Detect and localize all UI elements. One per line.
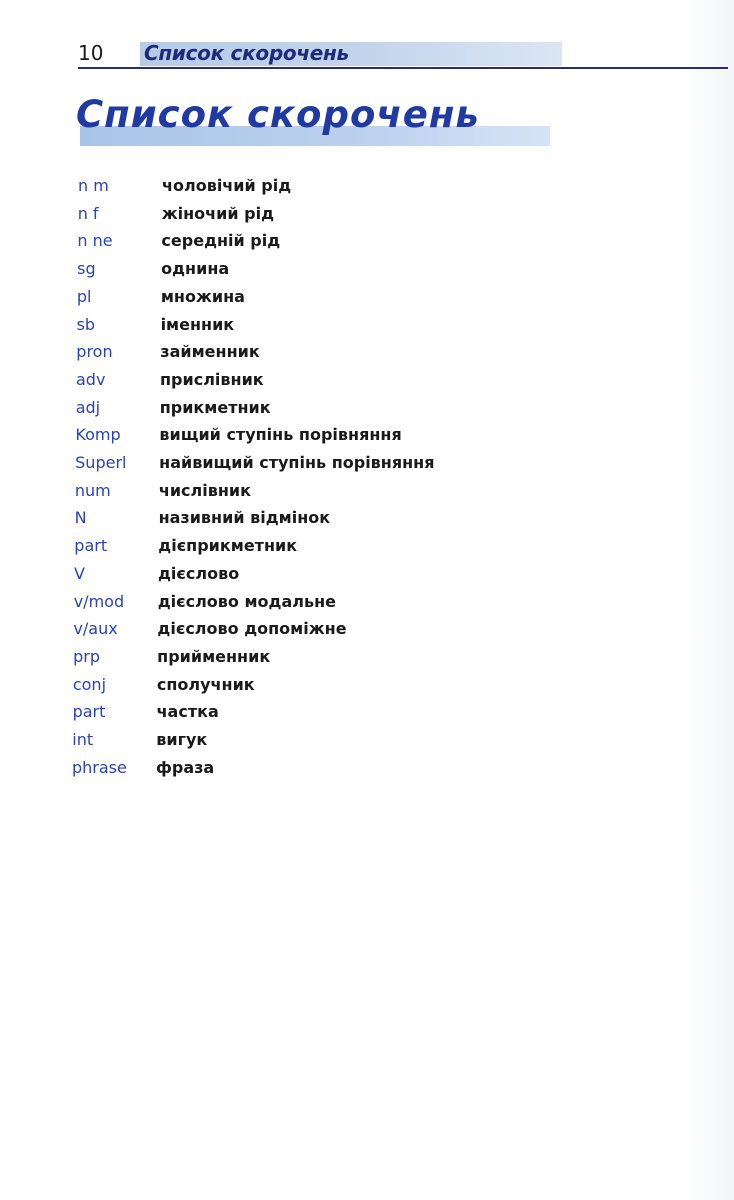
list-item xyxy=(70,338,590,366)
abbreviation-code: n m xyxy=(78,176,109,195)
list-item xyxy=(70,283,590,311)
header-divider xyxy=(78,67,728,69)
list-item xyxy=(70,449,590,477)
section-title: Список скорочень xyxy=(76,93,480,136)
abbreviation-meaning: сполучник xyxy=(156,674,255,694)
abbreviation-code: prp xyxy=(73,646,101,666)
abbreviation-code: V xyxy=(74,563,85,583)
abbreviation-code: conj xyxy=(72,674,107,694)
list-item xyxy=(70,200,590,228)
abbreviation-code: N xyxy=(74,508,87,528)
abbreviation-code: v/mod xyxy=(73,591,125,611)
section-title-block xyxy=(76,92,556,154)
abbreviation-code: sb xyxy=(76,314,96,334)
abbreviation-meaning: фраза xyxy=(156,757,215,777)
abbreviation-code: part xyxy=(74,536,108,556)
abbreviation-code: Superl xyxy=(75,453,127,472)
abbreviation-meaning: займенник xyxy=(160,342,260,362)
running-title: Список скорочень xyxy=(144,41,349,65)
abbreviation-code: sg xyxy=(77,259,96,279)
abbreviation-meaning: вищий ступінь порівняння xyxy=(159,425,402,445)
abbreviation-meaning: дієприкметник xyxy=(158,536,298,556)
list-item xyxy=(70,421,590,449)
list-item xyxy=(70,311,590,339)
abbreviation-code: adv xyxy=(76,369,106,389)
abbreviation-meaning: прийменник xyxy=(157,646,271,666)
abbreviation-meaning: множина xyxy=(160,286,245,306)
list-item xyxy=(70,560,590,588)
abbreviation-code: Komp xyxy=(75,425,121,445)
list-item xyxy=(70,754,590,782)
list-item xyxy=(70,643,590,671)
list-item xyxy=(70,477,590,505)
abbreviation-code: n ne xyxy=(77,231,113,251)
abbreviation-code: part xyxy=(72,702,106,722)
abbreviation-code: phrase xyxy=(72,757,127,777)
list-item xyxy=(70,615,590,643)
page-number: 10 xyxy=(78,41,104,65)
abbreviation-meaning: іменник xyxy=(160,314,235,334)
abbreviation-code: v/aux xyxy=(73,619,118,639)
abbreviation-meaning: однина xyxy=(161,259,230,279)
abbreviation-meaning: числівник xyxy=(158,480,251,500)
abbreviation-meaning: жіночий рід xyxy=(161,203,274,223)
abbreviation-code: adj xyxy=(75,397,101,417)
abbreviation-meaning: дієслово модальне xyxy=(157,591,337,611)
abbreviation-meaning: вигук xyxy=(156,730,208,749)
abbreviation-meaning: дієслово xyxy=(158,563,240,583)
abbreviation-meaning: найвищий ступінь порівняння xyxy=(159,453,435,472)
abbreviation-code: n f xyxy=(77,203,99,223)
list-item xyxy=(70,227,590,255)
list-item xyxy=(70,172,590,200)
abbreviation-code: pl xyxy=(76,286,92,306)
list-item xyxy=(70,394,590,422)
list-item xyxy=(70,698,590,726)
list-item xyxy=(70,671,590,699)
list-item xyxy=(70,588,590,616)
abbreviation-code: int xyxy=(72,730,94,749)
list-item xyxy=(70,532,590,560)
abbreviation-meaning: частка xyxy=(156,702,219,722)
abbreviation-code: pron xyxy=(76,342,113,362)
abbreviation-meaning: прислівник xyxy=(160,369,264,389)
list-item xyxy=(70,726,590,754)
abbreviation-meaning: прикметник xyxy=(159,397,271,417)
abbreviation-meaning: чоловічий рід xyxy=(162,176,292,195)
abbreviation-meaning: називний відмінок xyxy=(158,508,331,528)
list-item xyxy=(70,504,590,532)
running-header xyxy=(78,40,728,70)
list-item xyxy=(70,255,590,283)
abbreviation-code: num xyxy=(74,480,111,500)
abbreviation-meaning: дієслово допоміжне xyxy=(157,619,347,639)
abbreviation-meaning: середній рід xyxy=(161,231,281,251)
list-item xyxy=(70,366,590,394)
